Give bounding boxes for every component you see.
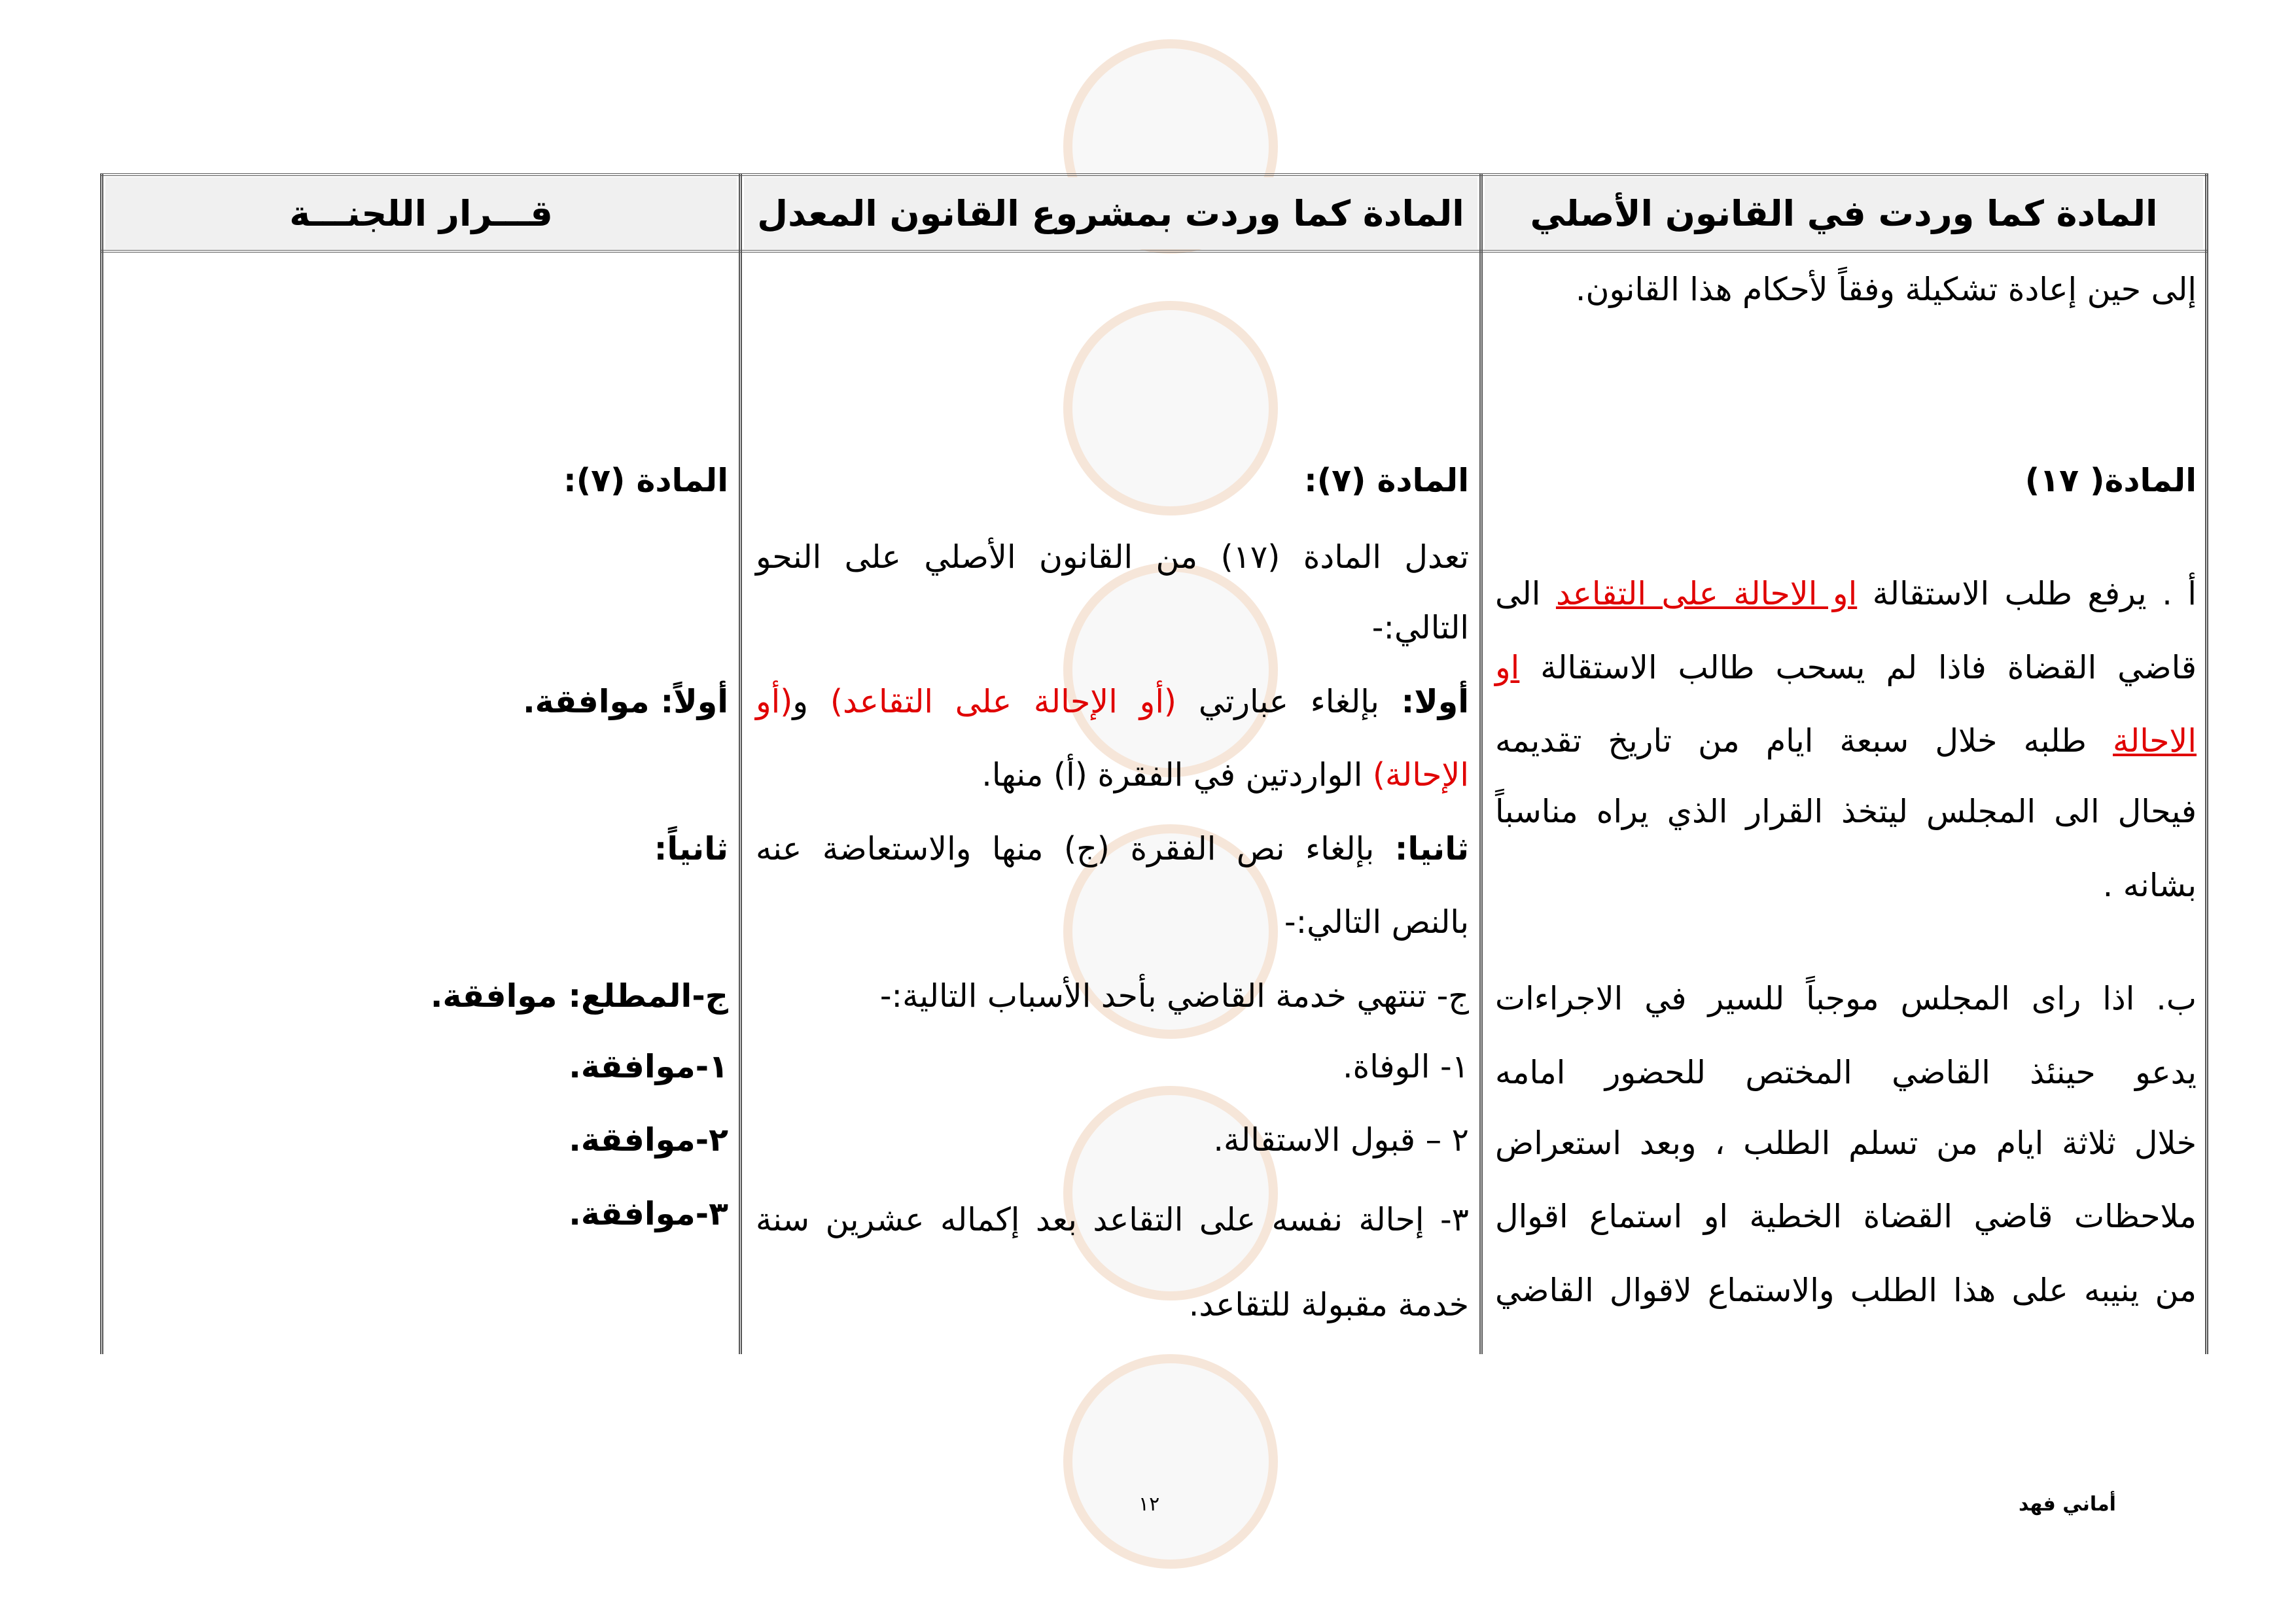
- column-committee-decision: [120, 173, 728, 1354]
- text-segment: التالي:-: [1371, 609, 1469, 646]
- text-segment: ج- تنتهي خدمة القاضي بأحد الأسباب التالية:-: [879, 977, 1469, 1015]
- highlighted-text: الإحالة): [1372, 756, 1469, 794]
- text-segment: ثانياً:: [654, 829, 728, 867]
- text-segment: المادة( ١٧): [2024, 462, 2197, 499]
- column-divider: [739, 173, 742, 1354]
- text-segment: أولاً: موافقة.: [523, 682, 728, 720]
- text-line: [756, 1282, 1469, 1328]
- text-line: [756, 1197, 1469, 1243]
- text-line: [756, 973, 1469, 1019]
- column-original-law: [1495, 173, 2197, 1354]
- text-segment: ج-المطلع: موافقة.: [430, 977, 728, 1015]
- text-segment: ١- الوفاة.: [1342, 1047, 1469, 1085]
- highlighted-text: (أو: [756, 682, 793, 720]
- text-segment: المادة (٧):: [563, 462, 728, 499]
- text-segment: الى: [1495, 575, 1556, 613]
- text-segment: طلبه خلال سبعة ايام من تاريخ تقديمه: [1495, 722, 2113, 760]
- text-line: [120, 679, 728, 725]
- author-name: أماني فهد: [2019, 1493, 2116, 1516]
- text-line: [1495, 571, 2197, 617]
- text-segment: الواردتين في الفقرة (أ) منها.: [981, 756, 1373, 794]
- table-border-left: [100, 173, 103, 1354]
- text-line: [120, 973, 728, 1019]
- text-segment: أولا:: [1401, 682, 1469, 720]
- highlighted-text: الاحالة: [2113, 722, 2197, 760]
- text-line: [120, 1117, 728, 1163]
- text-segment: بالنص التالي:-: [1284, 903, 1469, 941]
- text-segment: و: [792, 682, 830, 720]
- text-segment: تعدل المادة (١٧) من القانون الأصلي على النحو: [756, 538, 1469, 576]
- text-segment: إلى حين إعادة تشكيلة وفقاً لأحكام هذا القانون.: [1575, 270, 2197, 308]
- text-line: [120, 1044, 728, 1090]
- watermark-clock-icon: [1063, 1354, 1278, 1569]
- text-line: [1495, 1194, 2197, 1240]
- text-segment: ٣- إحالة نفسه على التقاعد بعد إكماله عشرين سنة: [756, 1200, 1469, 1238]
- text-segment: ب. اذا راى المجلس موجباً للسير في الاجراءات: [1495, 980, 2197, 1017]
- text-line: [1495, 789, 2197, 835]
- text-segment: فيحال الى المجلس ليتخذ القرار الذي يراه مناسباً: [1495, 793, 2197, 831]
- column-amended-draft: [756, 173, 1469, 1354]
- highlighted-text: او الاحالة على التقاعد: [1555, 575, 1858, 613]
- text-line: [1495, 267, 2197, 313]
- text-line: [1495, 863, 2197, 909]
- text-line: [756, 1117, 1469, 1163]
- text-segment: بشانه .: [2102, 866, 2197, 904]
- text-line: [120, 1191, 728, 1237]
- text-segment: ٢ – قبول الاستقالة.: [1213, 1121, 1469, 1159]
- text-line: [756, 826, 1469, 872]
- text-line: [756, 899, 1469, 945]
- text-line: [120, 826, 728, 872]
- text-line: [1495, 1050, 2197, 1096]
- text-segment: بإلغاء نص الفقرة (ج) منها والاستعاضة عنه: [756, 829, 1395, 867]
- text-segment: ١-موافقة.: [569, 1047, 728, 1085]
- text-segment: بإلغاء عبارتي: [1176, 682, 1402, 720]
- header-original-law: المادة كما وردت في القانون الأصلي: [1485, 177, 2203, 249]
- text-line: [756, 534, 1469, 580]
- text-segment: ٣-موافقة.: [569, 1195, 728, 1232]
- comparison-table: [100, 173, 2208, 1354]
- header-amended-draft: المادة كما وردت بمشروع القانون المعدل: [744, 177, 1477, 249]
- header-committee-decision: قـــرار اللجنـــة: [105, 177, 737, 249]
- text-segment: خلال ثلاثة ايام من تسلم الطلب ، وبعد استعراض: [1495, 1124, 2197, 1162]
- text-segment: ثانيا:: [1394, 829, 1469, 867]
- text-line: [1495, 1121, 2197, 1166]
- text-segment: من ينيبه على هذا الطلب والاستماع لاقوال القاضي: [1495, 1271, 2197, 1309]
- text-line: [756, 1044, 1469, 1090]
- text-segment: يدعو حينئذ القاضي المختص للحضور امامه: [1495, 1053, 2197, 1091]
- text-segment: ٢-موافقة.: [569, 1121, 728, 1159]
- text-segment: خدمة مقبولة للتقاعد.: [1188, 1286, 1469, 1323]
- text-line: [756, 679, 1469, 725]
- table-border-right: [2205, 173, 2208, 1354]
- highlighted-text: او: [1495, 648, 1520, 686]
- text-line: [1495, 718, 2197, 764]
- page-number: ١٢: [1139, 1493, 1160, 1516]
- text-line: [1495, 1268, 2197, 1314]
- text-segment: المادة (٧):: [1304, 462, 1469, 499]
- text-line: [1495, 976, 2197, 1022]
- text-line: [1495, 645, 2197, 691]
- text-segment: ملاحظات قاضي القضاة الخطية او استماع اقوال: [1495, 1198, 2197, 1235]
- text-line: [120, 458, 728, 504]
- highlighted-text: (أو الإحالة على التقاعد): [830, 682, 1177, 720]
- column-divider: [1479, 173, 1483, 1354]
- text-line: [756, 605, 1469, 651]
- text-segment: قاضي القضاة فاذا لم يسحب طالب الاستقالة: [1519, 648, 2197, 686]
- text-line: [756, 752, 1469, 798]
- text-segment: أ . يرفع طلب الاستقالة: [1857, 575, 2197, 613]
- text-line: [1495, 458, 2197, 504]
- text-line: [756, 458, 1469, 504]
